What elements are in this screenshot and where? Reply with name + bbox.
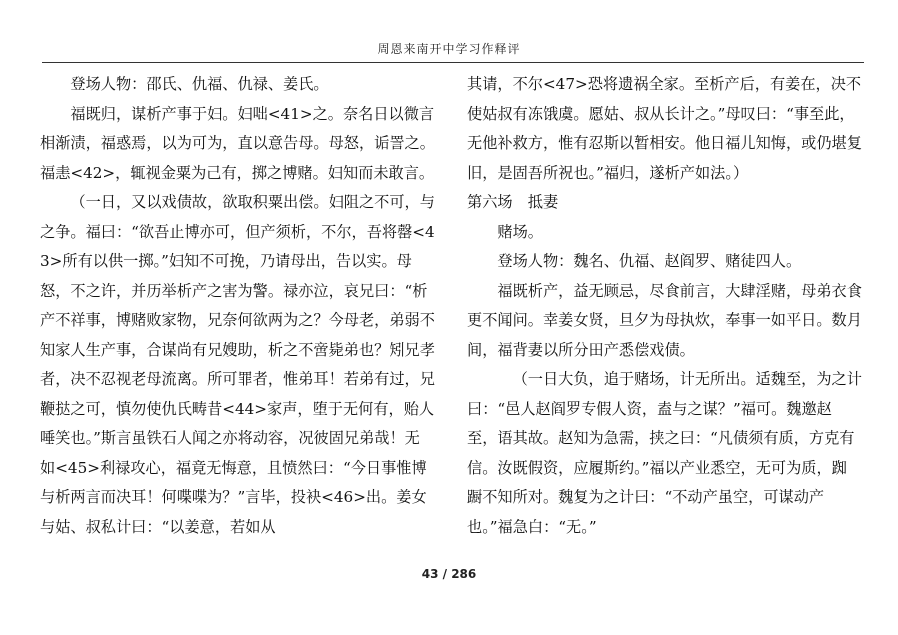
right-column xyxy=(467,70,862,542)
paragraph: 其请，不尔<47>恐将遗祸全家。至析产后，有姜在，决不使姑叔有冻饿虞。愿姑、叔从长计之。”母叹曰：“事至此，无他补救方，惟有忍斯以暂相安。他日福儿知悔，或仍堪复旧，是固吾所祝也。”福归，遂析产如法。） xyxy=(467,75,862,182)
paragraph: （一日大负，追于赌场，计无所出。适魏至，为之计曰：“邑人赵阎罗专假人资，盍与之谋？”福可。魏邀赵至，语其故。赵知为急需，挟之曰：“凡债须有质，方克有信。汝既假资，应履斯约。”福以产业悉空，无可为质，踟蹰不知所对。魏复为之计曰：“不动产虽空，可谋动产也。”福急白：“无。” xyxy=(467,370,862,536)
paragraph: 福既析产，益无顾忌，尽食前言，大肆淫赌，母弟衣食更不闻问。幸姜女贤，旦夕为母执炊，奉事一如平日。数月间，福背妻以所分田产悉偿戏债。 xyxy=(467,281,862,359)
paragraph: 赌场。 xyxy=(497,222,543,241)
left-column xyxy=(40,70,435,542)
page-header: 周恩来南开中学习作释评 xyxy=(377,42,521,56)
paragraph: 登场人物：邵氏、仇福、仇禄、姜氏。 xyxy=(70,75,329,93)
paragraph: 福既归，谋析产事于妇。妇咄<41>之。奈名日以微言相渐渍，福惑焉，以为可为，直以意告母。母怒，诟詈之。福恚<42>，辄视金粟为己有，掷之博赌。妇知而未敢言。 xyxy=(40,104,435,182)
scene-heading: 第六场 抵妻 xyxy=(467,193,559,211)
header-rule xyxy=(42,62,864,63)
paragraph: 登场人物：魏名、仇福、赵阎罗、赌徒四人。 xyxy=(497,252,802,270)
paragraph: （一日，又以戏债故，欲取积粟出偿。妇阻之不可，与之争。福曰：“欲吾止博亦可，但产须析，不尔，吾将罄<43>所有以供一掷。”妇知不可挽，乃请母出，告以实。母怒，不之许，并历举析产之害为警。禄亦泣，哀兄曰：“析产不祥事，博赌败家物，兄奈何欲两为之？今母老，弟弱不知家人生产事，合谋尚有兄嫂助，析之不啻毙弟也？矧兄孝者，决不忍视老母流离。所可罪者，惟弟耳！若弟有过，兄鞭挞之可，慎勿使仇氏畴昔<44>家声，堕于无何有，贻人唾笑也。”斯言虽铁石人闻之亦将动容，况彼固兄弟哉！无如<45>利禄攻心，福竟无悔意，且愤然曰：“今日事惟博与析两言而决耳！何喋喋为？”言毕，投袂<46>出。姜女与姑、叔私计曰：“以姜意，若如从 xyxy=(40,193,435,536)
page-number: 43 / 286 xyxy=(421,567,477,581)
